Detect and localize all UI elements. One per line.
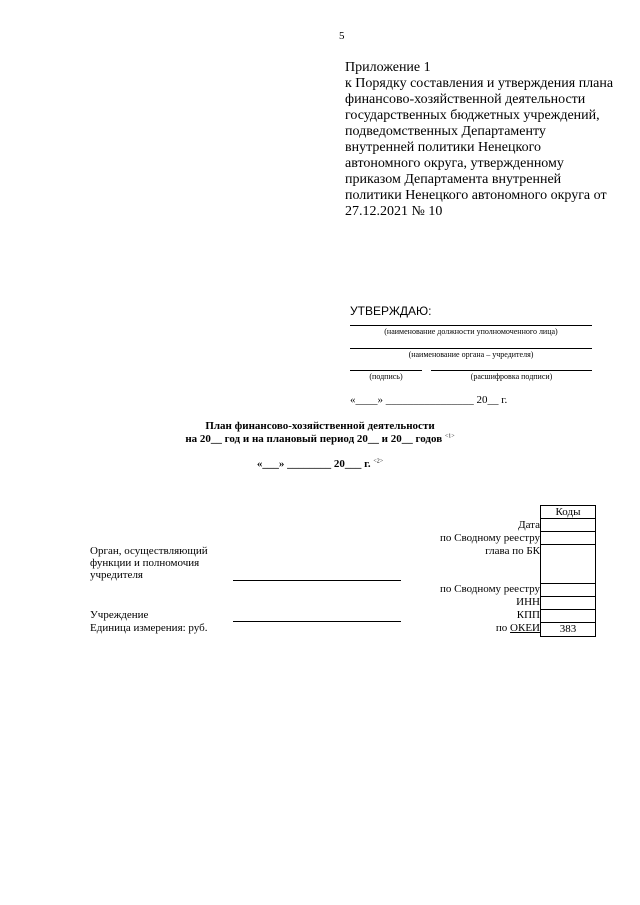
caption-organ: (наименование органа – учредителя) <box>408 350 534 359</box>
code-okei: 383 <box>559 623 577 635</box>
institution-label: Учреждение <box>90 609 149 621</box>
signature-line <box>350 370 422 371</box>
code-svod2 <box>541 584 595 597</box>
approve-date: «____» ________________ 20__ г. <box>350 394 508 406</box>
label-kpp: КПП <box>516 609 540 621</box>
decoding-line <box>431 370 592 371</box>
appendix-block <box>345 60 615 220</box>
plan-date-text: «___» ________ 20___ г. <box>256 458 371 470</box>
plan-period <box>0 433 640 445</box>
organ-label: Орган, осуществляющий функции и полномочия учредителя <box>90 545 208 581</box>
approve-heading: УТВЕРЖДАЮ: <box>350 304 432 318</box>
appendix-text: к Порядку составления и утверждения плана финансово-хозяйственной деятельности государственных бюджетных учреждений, подведомственных Департаменту внутренней политики Ненецкого автономного округа, утвержденному приказом Департамента внутренней политики Ненецкого автономного округа от 27.12.2021 № 10 <box>345 76 614 219</box>
footnote-2: <2> <box>373 458 384 465</box>
label-svod2: по Сводному реестру <box>440 583 540 595</box>
caption-signature: (подпись) <box>369 372 403 381</box>
footnote-1: <1> <box>444 433 455 440</box>
code-kpp <box>541 610 595 623</box>
plan-period-text: на 20__ год и на плановый период 20__ и 20__ годов <box>185 433 443 445</box>
label-inn: ИНН <box>516 596 540 608</box>
code-svod1 <box>541 532 595 545</box>
label-glava: глава по БК <box>485 545 540 557</box>
organ-line <box>350 348 592 349</box>
appendix-title: Приложение 1 <box>345 60 431 75</box>
okei-link: ОКЕИ <box>510 622 540 634</box>
label-svod1: по Сводному реестру <box>440 532 540 544</box>
caption-position: (наименование должности уполномоченного лица) <box>384 327 558 336</box>
codes-table <box>540 505 596 637</box>
plan-date <box>0 458 640 470</box>
code-inn <box>541 597 595 610</box>
codes-header: Коды <box>541 506 595 519</box>
caption-decoding: (расшифровка подписи) <box>470 372 553 381</box>
okei-prefix: по <box>495 622 508 634</box>
label-date: Дата <box>518 519 540 531</box>
label-okei <box>340 622 540 634</box>
unit-label: Единица измерения: руб. <box>90 622 208 634</box>
plan-title: План финансово-хозяйственной деятельности <box>205 420 435 432</box>
position-line <box>350 325 592 326</box>
code-date <box>541 519 595 532</box>
code-glava <box>541 545 595 584</box>
page-number: 5 <box>339 30 345 42</box>
organ-fill-line <box>233 580 401 581</box>
